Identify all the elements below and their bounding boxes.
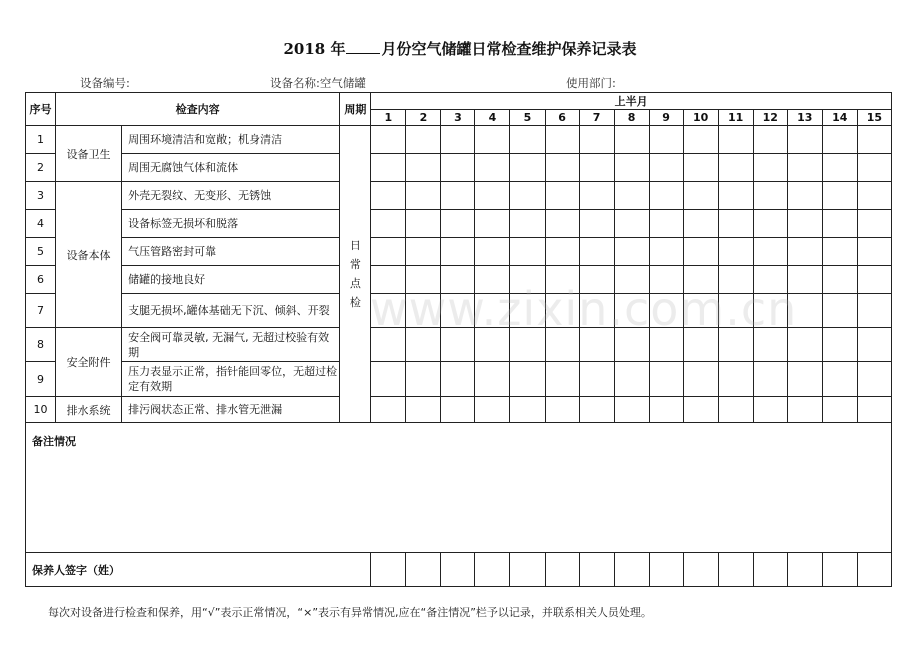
- check-item: 外壳无裂纹、无变形、无锈蚀: [122, 182, 340, 210]
- check-cell[interactable]: [475, 154, 510, 182]
- check-cell[interactable]: [406, 266, 441, 294]
- signature-cell[interactable]: [822, 553, 857, 587]
- check-cell[interactable]: [614, 266, 649, 294]
- signature-cell[interactable]: [475, 553, 510, 587]
- item-number: 8: [26, 328, 56, 362]
- check-cell[interactable]: [649, 126, 683, 154]
- table-row: [26, 210, 892, 238]
- check-cell[interactable]: [475, 294, 510, 328]
- check-cell[interactable]: [753, 397, 787, 423]
- table-row: [26, 238, 892, 266]
- check-cell[interactable]: [753, 182, 787, 210]
- check-cell[interactable]: [545, 294, 579, 328]
- check-cell[interactable]: [406, 182, 441, 210]
- signature-cell[interactable]: [718, 553, 753, 587]
- check-cell[interactable]: [441, 362, 475, 397]
- table-row: [26, 154, 892, 182]
- check-cell[interactable]: [441, 266, 475, 294]
- check-cell[interactable]: [683, 266, 718, 294]
- signature-cell[interactable]: [545, 553, 579, 587]
- check-cell[interactable]: [857, 182, 891, 210]
- check-cell[interactable]: [614, 238, 649, 266]
- check-cell[interactable]: [545, 238, 579, 266]
- check-cell[interactable]: [406, 126, 441, 154]
- check-item: 压力表显示正常，指针能回零位，无超过检定有效期: [122, 362, 340, 397]
- header-half-month: 上半月: [371, 93, 892, 110]
- signature-cell[interactable]: [649, 553, 683, 587]
- check-cell[interactable]: [718, 266, 753, 294]
- check-cell[interactable]: [683, 328, 718, 362]
- check-cell[interactable]: [371, 294, 406, 328]
- check-cell[interactable]: [475, 126, 510, 154]
- check-cell[interactable]: [857, 126, 891, 154]
- check-cell[interactable]: [545, 210, 579, 238]
- check-cell[interactable]: [406, 154, 441, 182]
- signature-cell[interactable]: [441, 553, 475, 587]
- day-number: 2: [406, 110, 441, 126]
- check-cell[interactable]: [406, 328, 441, 362]
- check-cell[interactable]: [683, 182, 718, 210]
- check-cell[interactable]: [614, 397, 649, 423]
- check-cell[interactable]: [753, 294, 787, 328]
- check-cell[interactable]: [441, 182, 475, 210]
- item-number: 7: [26, 294, 56, 328]
- check-cell[interactable]: [475, 397, 510, 423]
- check-cell[interactable]: [579, 182, 614, 210]
- check-cell[interactable]: [649, 238, 683, 266]
- check-cell[interactable]: [371, 266, 406, 294]
- check-cell[interactable]: [649, 154, 683, 182]
- item-number: 6: [26, 266, 56, 294]
- signature-cell[interactable]: [753, 553, 787, 587]
- day-number: 15: [857, 110, 891, 126]
- check-cell[interactable]: [649, 294, 683, 328]
- check-cell[interactable]: [510, 154, 545, 182]
- remarks-cell[interactable]: 备注情况: [26, 423, 892, 553]
- period-label: 日常点检: [349, 239, 361, 309]
- check-cell[interactable]: [579, 294, 614, 328]
- check-item: 设备标签无损坏和脱落: [122, 210, 340, 238]
- check-cell[interactable]: [787, 328, 822, 362]
- check-cell[interactable]: [545, 182, 579, 210]
- check-cell[interactable]: [683, 362, 718, 397]
- signature-cell[interactable]: [406, 553, 441, 587]
- signature-cell[interactable]: [371, 553, 406, 587]
- inspection-table: [25, 92, 892, 587]
- check-cell[interactable]: [753, 154, 787, 182]
- day-number: 6: [545, 110, 579, 126]
- check-cell[interactable]: [787, 294, 822, 328]
- item-number: 3: [26, 182, 56, 210]
- title-year: 2018 年: [283, 40, 346, 58]
- check-cell[interactable]: [441, 397, 475, 423]
- day-number: 13: [787, 110, 822, 126]
- header-period: 周期: [340, 93, 371, 126]
- check-cell[interactable]: [579, 328, 614, 362]
- check-cell[interactable]: [787, 154, 822, 182]
- check-cell[interactable]: [753, 126, 787, 154]
- table-row: [26, 266, 892, 294]
- check-cell[interactable]: [545, 328, 579, 362]
- watermark: www.zixin.com.cn: [370, 282, 798, 336]
- signature-cell[interactable]: [510, 553, 545, 587]
- header-seq: 序号: [26, 93, 56, 126]
- check-cell[interactable]: [579, 397, 614, 423]
- check-cell[interactable]: [545, 397, 579, 423]
- category-cell: 设备本体: [56, 182, 122, 328]
- check-cell[interactable]: [614, 362, 649, 397]
- day-number: 4: [475, 110, 510, 126]
- signature-cell[interactable]: [787, 553, 822, 587]
- period-cell: [340, 126, 371, 423]
- check-cell[interactable]: [718, 294, 753, 328]
- check-cell[interactable]: [441, 126, 475, 154]
- header-content: 检查内容: [56, 93, 340, 126]
- check-cell[interactable]: [787, 126, 822, 154]
- title-text: 月份空气储罐日常检查维护保养记录表: [381, 40, 637, 58]
- signature-cell[interactable]: [683, 553, 718, 587]
- check-cell[interactable]: [718, 328, 753, 362]
- check-cell[interactable]: [683, 126, 718, 154]
- check-item: 气压管路密封可靠: [122, 238, 340, 266]
- check-cell[interactable]: [406, 397, 441, 423]
- form-title: [0, 38, 920, 59]
- check-cell[interactable]: [718, 362, 753, 397]
- day-number: 9: [649, 110, 683, 126]
- day-number: 5: [510, 110, 545, 126]
- signature-cell[interactable]: [857, 553, 891, 587]
- check-cell[interactable]: [753, 210, 787, 238]
- check-cell[interactable]: [475, 210, 510, 238]
- day-number: 1: [371, 110, 406, 126]
- check-cell[interactable]: [371, 126, 406, 154]
- check-cell[interactable]: [822, 238, 857, 266]
- signature-label: 保养人签字（姓）: [26, 553, 371, 587]
- check-cell[interactable]: [683, 397, 718, 423]
- equipment-no-label: 设备编号:: [80, 76, 130, 90]
- check-cell[interactable]: [406, 294, 441, 328]
- check-cell[interactable]: [822, 328, 857, 362]
- check-cell[interactable]: [683, 154, 718, 182]
- signature-cell[interactable]: [579, 553, 614, 587]
- check-cell[interactable]: [475, 182, 510, 210]
- check-item: 排污阀状态正常、排水管无泄漏: [122, 397, 340, 423]
- check-cell[interactable]: [718, 154, 753, 182]
- check-cell[interactable]: [649, 210, 683, 238]
- check-cell[interactable]: [579, 362, 614, 397]
- check-cell[interactable]: [441, 238, 475, 266]
- check-cell[interactable]: [857, 266, 891, 294]
- check-cell[interactable]: [857, 238, 891, 266]
- check-cell[interactable]: [614, 210, 649, 238]
- day-number: 10: [683, 110, 718, 126]
- check-cell[interactable]: [857, 362, 891, 397]
- department-label: 使用部门:: [566, 76, 616, 90]
- check-cell[interactable]: [579, 266, 614, 294]
- item-number: 1: [26, 126, 56, 154]
- category-cell: 设备卫生: [56, 126, 122, 182]
- item-number: 4: [26, 210, 56, 238]
- signature-cell[interactable]: [614, 553, 649, 587]
- check-cell[interactable]: [475, 266, 510, 294]
- check-cell[interactable]: [475, 238, 510, 266]
- check-cell[interactable]: [857, 210, 891, 238]
- check-item: 周围环境清洁和宽敞；机身清洁: [122, 126, 340, 154]
- day-number: 11: [718, 110, 753, 126]
- check-item: 周围无腐蚀气体和流体: [122, 154, 340, 182]
- check-cell[interactable]: [787, 362, 822, 397]
- check-cell[interactable]: [753, 328, 787, 362]
- check-cell[interactable]: [441, 328, 475, 362]
- check-cell[interactable]: [371, 210, 406, 238]
- check-cell[interactable]: [822, 154, 857, 182]
- check-cell[interactable]: [857, 154, 891, 182]
- check-cell[interactable]: [406, 238, 441, 266]
- item-number: 2: [26, 154, 56, 182]
- table-row: [26, 126, 892, 154]
- check-cell[interactable]: [441, 210, 475, 238]
- day-number: 14: [822, 110, 857, 126]
- day-number: 12: [753, 110, 787, 126]
- table-row: [26, 182, 892, 210]
- month-blank: [346, 41, 380, 54]
- check-cell[interactable]: [441, 294, 475, 328]
- check-cell[interactable]: [510, 294, 545, 328]
- check-cell[interactable]: [371, 328, 406, 362]
- check-cell[interactable]: [753, 266, 787, 294]
- check-cell[interactable]: [822, 210, 857, 238]
- check-cell[interactable]: [371, 182, 406, 210]
- check-cell[interactable]: [822, 266, 857, 294]
- check-cell[interactable]: [510, 328, 545, 362]
- footnote: 每次对设备进行检查和保养，用“√”表示正常情况，“×”表示有异常情况,应在“备注情况”栏予以记录，并联系相关人员处理。: [48, 606, 652, 619]
- check-item: 安全阀可靠灵敏, 无漏气, 无超过校验有效期: [122, 328, 340, 362]
- item-number: 9: [26, 362, 56, 397]
- check-cell[interactable]: [475, 328, 510, 362]
- check-cell[interactable]: [822, 126, 857, 154]
- check-item: 支腿无损坏,罐体基础无下沉、倾斜、开裂: [122, 294, 340, 328]
- equipment-name-label: 设备名称:空气储罐: [270, 76, 366, 90]
- check-cell[interactable]: [510, 210, 545, 238]
- check-cell[interactable]: [857, 294, 891, 328]
- check-cell[interactable]: [787, 210, 822, 238]
- check-cell[interactable]: [545, 362, 579, 397]
- check-cell[interactable]: [510, 126, 545, 154]
- day-number: 3: [441, 110, 475, 126]
- item-number: 10: [26, 397, 56, 423]
- check-cell[interactable]: [371, 362, 406, 397]
- check-cell[interactable]: [822, 182, 857, 210]
- item-number: 5: [26, 238, 56, 266]
- check-cell[interactable]: [510, 397, 545, 423]
- category-cell: 安全附件: [56, 328, 122, 397]
- table-row: [26, 362, 892, 397]
- check-cell[interactable]: [683, 210, 718, 238]
- check-cell[interactable]: [649, 362, 683, 397]
- check-cell[interactable]: [857, 397, 891, 423]
- check-cell[interactable]: [406, 362, 441, 397]
- check-cell[interactable]: [787, 266, 822, 294]
- check-item: 储罐的接地良好: [122, 266, 340, 294]
- check-cell[interactable]: [649, 182, 683, 210]
- check-cell[interactable]: [614, 182, 649, 210]
- day-number: 8: [614, 110, 649, 126]
- check-cell[interactable]: [822, 397, 857, 423]
- check-cell[interactable]: [787, 397, 822, 423]
- table-row: [26, 328, 892, 362]
- check-cell[interactable]: [787, 238, 822, 266]
- check-cell[interactable]: [510, 362, 545, 397]
- check-cell[interactable]: [441, 154, 475, 182]
- check-cell[interactable]: [718, 126, 753, 154]
- check-cell[interactable]: [614, 328, 649, 362]
- check-cell[interactable]: [510, 182, 545, 210]
- check-cell[interactable]: [787, 182, 822, 210]
- check-cell[interactable]: [406, 210, 441, 238]
- check-cell[interactable]: [718, 210, 753, 238]
- table-row: [26, 294, 892, 328]
- check-cell[interactable]: [614, 126, 649, 154]
- check-cell[interactable]: [475, 362, 510, 397]
- check-cell[interactable]: [371, 238, 406, 266]
- check-cell[interactable]: [822, 362, 857, 397]
- check-cell[interactable]: [545, 154, 579, 182]
- check-cell[interactable]: [649, 328, 683, 362]
- table-row: [26, 397, 892, 423]
- check-cell[interactable]: [579, 238, 614, 266]
- day-number: 7: [579, 110, 614, 126]
- check-cell[interactable]: [545, 266, 579, 294]
- check-cell[interactable]: [753, 362, 787, 397]
- check-cell[interactable]: [683, 294, 718, 328]
- check-cell[interactable]: [579, 210, 614, 238]
- category-cell: 排水系统: [56, 397, 122, 423]
- check-cell[interactable]: [649, 266, 683, 294]
- check-cell[interactable]: [683, 238, 718, 266]
- check-cell[interactable]: [718, 238, 753, 266]
- check-cell[interactable]: [718, 397, 753, 423]
- check-cell[interactable]: [857, 328, 891, 362]
- check-cell[interactable]: [753, 238, 787, 266]
- check-cell[interactable]: [510, 266, 545, 294]
- check-cell[interactable]: [718, 182, 753, 210]
- check-cell[interactable]: [822, 294, 857, 328]
- check-cell[interactable]: [614, 154, 649, 182]
- check-cell[interactable]: [545, 126, 579, 154]
- check-cell[interactable]: [579, 126, 614, 154]
- check-cell[interactable]: [579, 154, 614, 182]
- check-cell[interactable]: [371, 154, 406, 182]
- check-cell[interactable]: [614, 294, 649, 328]
- check-cell[interactable]: [649, 397, 683, 423]
- check-cell[interactable]: [371, 397, 406, 423]
- check-cell[interactable]: [510, 238, 545, 266]
